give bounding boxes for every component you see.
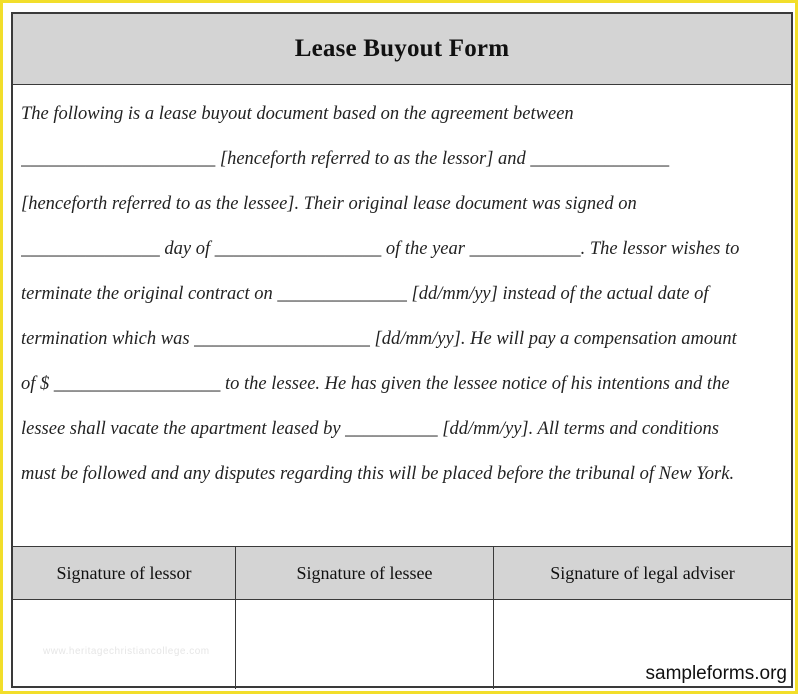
- agreement-text: [13, 85, 791, 497]
- signature-lessor-header: Signature of lessor: [56, 562, 192, 583]
- signature-adviser-header: Signature of legal adviser: [493, 547, 791, 599]
- signature-header-row: [13, 547, 791, 600]
- agreement-line: _______________ day of __________________ of the year ____________. The lessor wishes to: [21, 239, 740, 259]
- brand-watermark: sampleforms.org: [645, 663, 787, 684]
- form-document: [11, 12, 793, 688]
- agreement-line: lessee shall vacate the apartment leased by __________ [dd/mm/yy]. All terms and conditions: [21, 419, 719, 439]
- agreement-line: terminate the original contract on ______________ [dd/mm/yy] instead of the actual date of: [21, 284, 709, 304]
- signature-lessor-box[interactable]: [13, 600, 235, 689]
- form-title: Lease Buyout Form: [294, 35, 510, 62]
- agreement-line: The following is a lease buyout document based on the agreement between: [21, 104, 574, 124]
- agreement-line: must be followed and any disputes regarding this will be placed before the tribunal of New York.: [21, 464, 735, 484]
- agreement-line: termination which was ___________________ [dd/mm/yy]. He will pay a compensation amount: [21, 329, 737, 349]
- signature-lessee-box[interactable]: [235, 600, 493, 689]
- title-bar: [13, 14, 791, 85]
- agreement-line: _____________________ [henceforth referred to as the lessor] and _______________: [21, 149, 670, 169]
- faint-watermark: www.heritagechristiancollege.com: [43, 646, 210, 657]
- agreement-line: [henceforth referred to as the lessee]. Their original lease document was signed on: [21, 194, 637, 214]
- agreement-line: of $ __________________ to the lessee. He has given the lessee notice of his intentions and the: [21, 374, 730, 394]
- signature-lessee-header: Signature of lessee: [235, 547, 493, 599]
